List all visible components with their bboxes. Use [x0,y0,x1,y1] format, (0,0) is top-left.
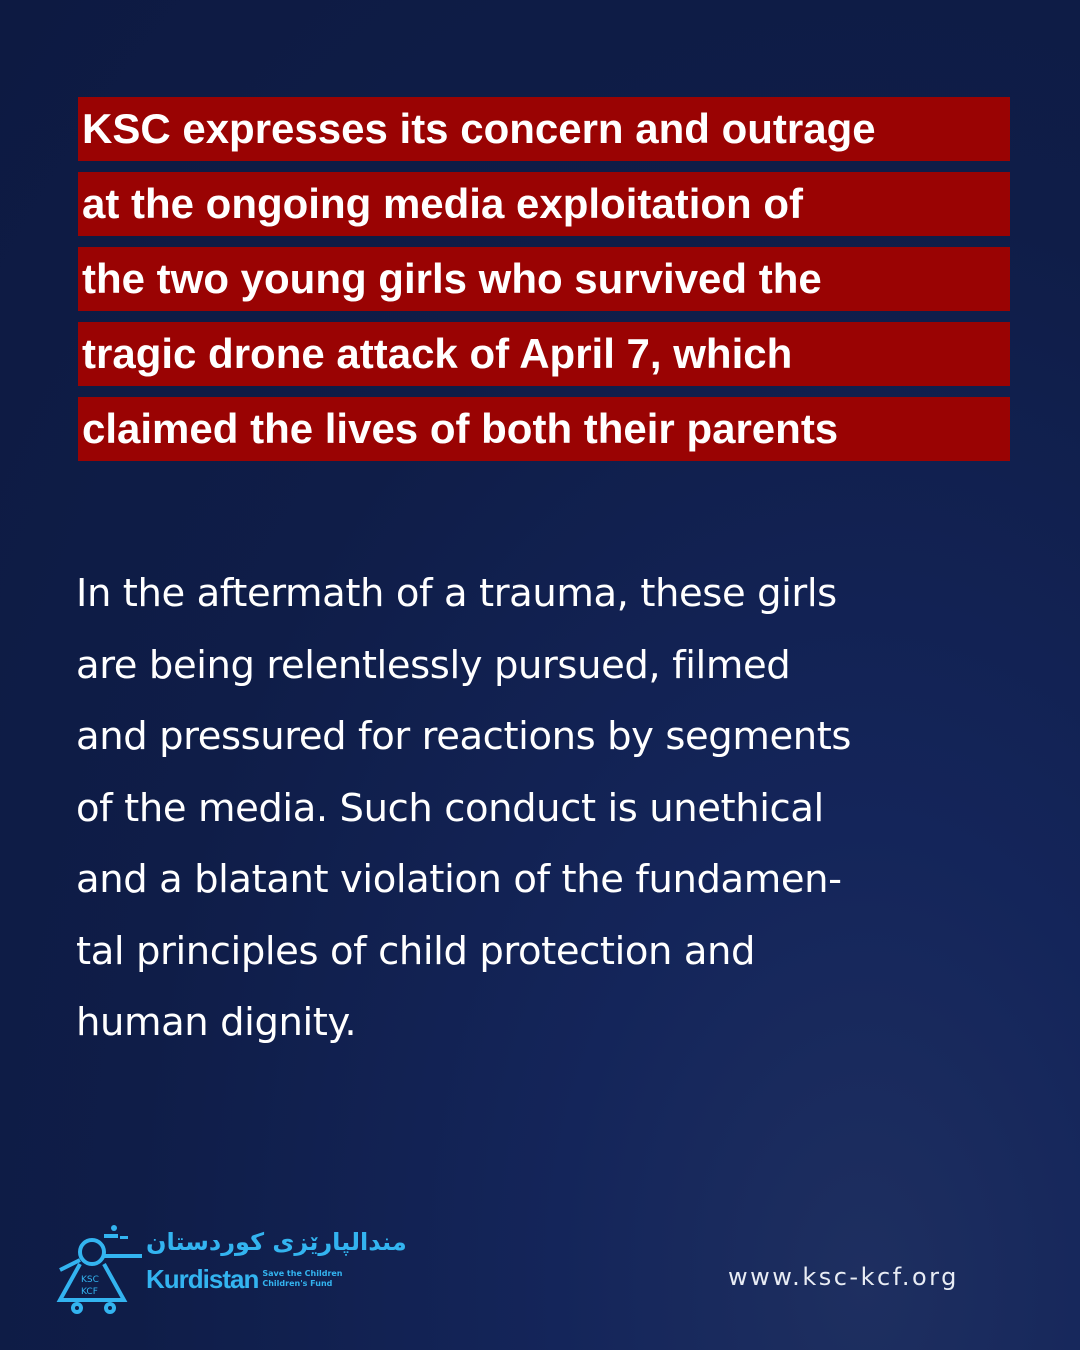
headline [78,97,1010,472]
body-line: of the media. Such conduct is unethical [76,785,824,831]
body-line: In the aftermath of a trauma, these girls [76,571,837,616]
body-line: and pressured for reactions by segments [76,714,852,759]
body-line: and a blatant violation of the fundamen- [76,857,842,902]
logo-badge-kcf: KCF [81,1287,98,1297]
headline-line: KSC expresses its concern and outrage [78,97,1010,161]
website-url: www.ksc-kcf.org [728,1263,959,1291]
ksc-logo [52,1222,407,1314]
logo-name: Kurdistan [146,1264,259,1294]
logo-sub2: Children's Fund [262,1279,333,1288]
headline-line: at the ongoing media exploitation of [78,172,1010,236]
body-line: human dignity. [76,1000,357,1045]
headline-line: tragic drone attack of April 7, which [78,322,1010,386]
logo-arabic-text: مندالپارێزی کوردستان [146,1228,407,1256]
body-line: are being relentlessly pursued, filmed [76,642,791,688]
logo-sub1: Save the Children [262,1269,343,1278]
headline-line: the two young girls who survived the [78,247,1010,311]
logo-text [146,1222,407,1294]
logo-badge-ksc: KSC [81,1275,99,1285]
logo-subtitle [262,1269,342,1289]
body-text [76,558,1036,1059]
headline-line: claimed the lives of both their parents [78,397,1010,461]
body-line: tal principles of child protection and [76,928,756,974]
child-figure-icon [52,1222,144,1314]
logo-name-row [146,1264,407,1294]
